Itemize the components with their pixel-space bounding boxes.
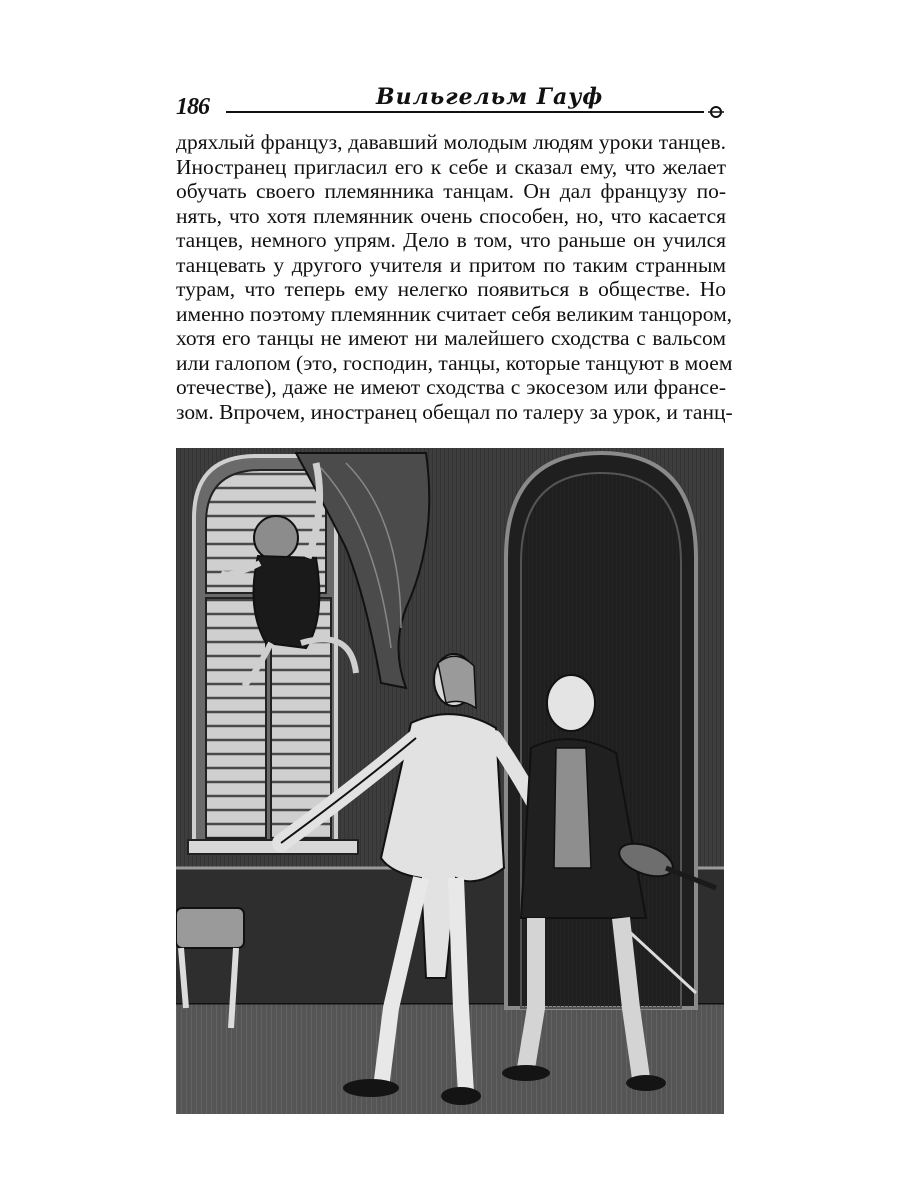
- window-shutter-left: [206, 598, 266, 838]
- page-number: 186: [176, 94, 209, 120]
- text-line: дряхлый француз, дававший молодым людям уроки танцев.: [176, 130, 726, 154]
- text-line: танцевать у другого учителя и притом по таким странным: [176, 252, 726, 277]
- text-line: нять, что хотя племянник очень способен, но, что касается: [176, 203, 726, 228]
- body-text: [176, 130, 733, 424]
- engraving-scene: [176, 448, 724, 1114]
- text-line: Иностранец пригласил его к себе и сказал ему, что желает: [176, 154, 726, 179]
- text-line: именно поэтому племянник считает себя великим танцором,: [176, 301, 733, 326]
- text-line: зом. Впрочем, иностранец обещал по талеру за урок, и танц-: [176, 399, 733, 424]
- text-line: хотя его танцы не имеют ни малейшего сходства с вальсом: [176, 326, 726, 350]
- text-line: или галопом (это, господин, танцы, которые танцуют в моем: [176, 350, 733, 375]
- text-line: танцев, немного упрям. Дело в том, что раньше он учился: [176, 228, 726, 252]
- header-rule: [226, 106, 728, 118]
- text-line: обучать своего племянника танцам. Он дал французу по-: [176, 179, 726, 203]
- engraving-illustration: [176, 448, 724, 1114]
- text-line: отечестве), даже не имеют сходства с экосезом или франсе-: [176, 375, 726, 399]
- running-title: Вильгельм Гауф: [376, 84, 604, 110]
- text-line: турам, что теперь ему нелегко появиться в обществе. Но: [176, 277, 726, 301]
- running-header: [176, 84, 728, 124]
